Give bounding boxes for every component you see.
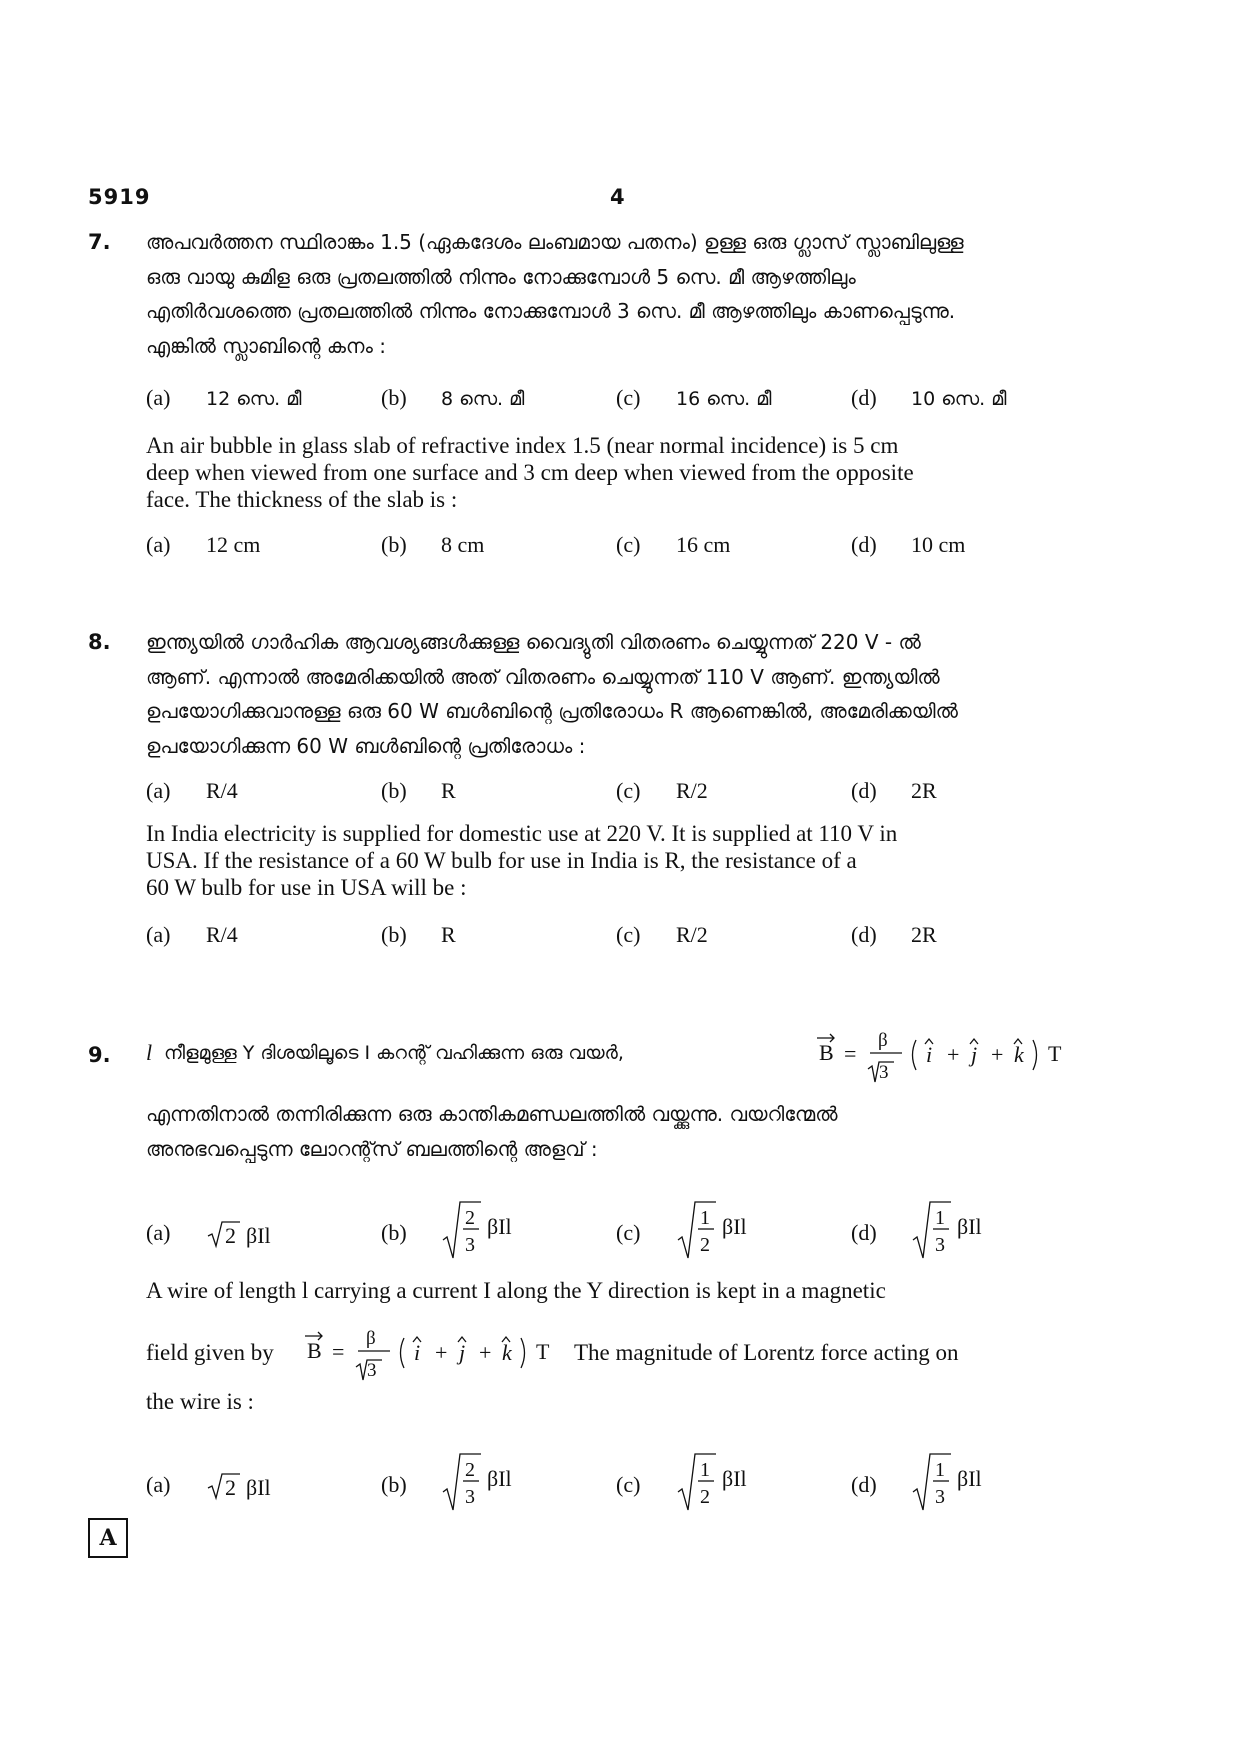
option-c: (c) R/2: [616, 922, 708, 947]
text-line: ഉപയോഗിക്കുവാനുള്ള ഒരു 60 W ബൾബിന്റെ പ്രതിരോധം R ആണെങ്കിൽ, അമേരിക്കയിൽ: [146, 699, 958, 723]
unit-vector-i: i: [414, 1340, 421, 1365]
option-c: (c) 16 സെ. മീ: [616, 385, 772, 410]
left-paren: [401, 1338, 405, 1368]
option-value-sqrt: [676, 1450, 796, 1512]
denominator: 3: [935, 1486, 945, 1508]
formula-B: B: [819, 1040, 834, 1065]
option-tail: βIl: [957, 1214, 982, 1239]
option-tail: βIl: [722, 1466, 747, 1491]
question-9-english-line-2: [146, 1322, 1090, 1384]
text-line: അനുഭവപ്പെടുന്ന ലോറന്റ്സ് ബലത്തിന്റെ അളവ് :: [146, 1136, 598, 1161]
text-line: നീളമുള്ള Y ദിശയിലൂടെ I കറന്റ് വഹിക്കുന്ന ഒരു വയർ,: [164, 1042, 624, 1064]
denominator: 2: [700, 1486, 710, 1508]
denominator: 3: [465, 1486, 475, 1508]
option-label: (b): [381, 1220, 407, 1245]
text-line: An air bubble in glass slab of refractive index 1.5 (near normal incidence) is 5 cm: [146, 433, 899, 458]
page-number: 4: [610, 185, 625, 209]
formula-beta: β: [366, 1328, 376, 1349]
text-line: 60 W bulb for use in USA will be :: [146, 875, 467, 900]
right-paren: [1033, 1040, 1037, 1070]
option-label: (c): [616, 1472, 641, 1497]
question-9-english-line-3: the wire is :: [146, 1389, 254, 1414]
text-line: ഇന്ത്യയിൽ ഗാർഹിക ആവശ്യങ്ങൾക്കുള്ള വൈദ്യുതി വിതരണം ചെയ്യുന്നത് 220 V - ൽ: [146, 630, 921, 654]
denominator: 3: [465, 1234, 475, 1256]
option-c: (c) 16 cm: [616, 532, 731, 557]
denominator: 3: [935, 1234, 945, 1256]
option-tail: βIl: [246, 1223, 271, 1248]
formula-three: 3: [879, 1062, 889, 1083]
text-line: In India electricity is supplied for domestic use at 220 V. It is supplied at 110 V in: [146, 821, 898, 846]
magnetic-field-formula-english: [296, 1322, 558, 1384]
option-b: (b) 8 cm: [381, 532, 485, 557]
option-tail: βIl: [487, 1214, 512, 1239]
formula-plus-1: +: [947, 1042, 960, 1067]
question-8-malayalam-options: [146, 778, 1090, 814]
right-paren: [521, 1338, 525, 1368]
sqrt-sign: [443, 1454, 481, 1510]
option-d: (d) 2R: [851, 778, 937, 803]
text-line: deep when viewed from one surface and 3 cm deep when viewed from the opposite: [146, 460, 914, 485]
formula-equals: =: [332, 1339, 345, 1364]
option-value-sqrt: [441, 1450, 561, 1512]
sqrt-sign: [678, 1454, 716, 1510]
text-line: അപവർത്തന സ്ഥിരാങ്കം 1.5 (ഏകദേശം ലംബമായ പതനം) ഉള്ള ഒരു ഗ്ലാസ് സ്ലാബിലുള്ള: [146, 230, 964, 254]
sqrt-sign: [678, 1202, 716, 1258]
text-line: എതിർവശത്തെ പ്രതലത്തിൽ നിന്നും നോക്കുമ്പോൾ 3 സെ. മീ ആഴത്തിലും കാണപ്പെടുന്നു.: [146, 299, 956, 323]
formula-B: B: [307, 1338, 322, 1363]
question-8-number: 8.: [88, 630, 111, 654]
question-7-number: 7.: [88, 230, 111, 254]
option-value-sqrt: [206, 1450, 326, 1512]
text-segment: The magnitude of Lorentz force acting on: [574, 1340, 959, 1365]
question-9-english-line-1: A wire of length l carrying a current I along the Y direction is kept in a magnetic: [146, 1278, 886, 1303]
option-d: (d) 10 cm: [851, 532, 966, 557]
option-tail: βIl: [957, 1466, 982, 1491]
text-line: ആണ്. എന്നാൽ അമേരിക്കയിൽ അത് വിതരണം ചെയ്യുന്നത് 110 V ആണ്. ഇന്ത്യയിൽ: [146, 664, 940, 689]
question-9-number: 9.: [88, 1043, 111, 1067]
formula-plus-1: +: [435, 1340, 448, 1365]
sqrt-sign: [913, 1454, 951, 1510]
text-line: ഒരു വായു കുമിള ഒരു പ്രതലത്തിൽ നിന്നും നോക്കുമ്പോൾ 5 സെ. മീ ആഴത്തിലും: [146, 264, 856, 289]
length-symbol: l: [146, 1040, 153, 1065]
question-8-english-options: [146, 922, 1090, 958]
question-9-malayalam: [146, 1097, 1090, 1166]
option-value-sqrt: [911, 1450, 1031, 1512]
numerator: 1: [935, 1207, 945, 1229]
radicand: 2: [225, 1223, 236, 1248]
question-7-malayalam-options: [146, 385, 1090, 421]
option-a: (a) R/4: [146, 922, 238, 947]
question-8-malayalam: [146, 625, 1090, 763]
question-7-malayalam: [146, 225, 1090, 363]
option-tail: βIl: [246, 1475, 271, 1500]
option-label: (d): [851, 1472, 877, 1497]
text-segment: field given by: [146, 1340, 274, 1365]
magnetic-field-formula: [808, 1024, 1090, 1086]
radicand: 2: [225, 1475, 236, 1500]
formula-plus-2: +: [479, 1340, 492, 1365]
option-a: (a) R/4: [146, 778, 238, 803]
option-tail: βIl: [487, 1466, 512, 1491]
numerator: 1: [700, 1459, 710, 1481]
option-a: (a) 12 സെ. മീ: [146, 385, 302, 410]
question-9-malayalam-options: [146, 1198, 1090, 1260]
option-d: (d) 10 സെ. മീ: [851, 385, 1007, 410]
option-label: (b): [381, 1472, 407, 1497]
numerator: 1: [935, 1459, 945, 1481]
formula-beta: β: [878, 1030, 888, 1051]
option-value-sqrt: [441, 1198, 561, 1260]
question-7-english: [146, 432, 1090, 513]
option-label: (a): [146, 1472, 171, 1497]
sqrt-sign: [443, 1202, 481, 1258]
unit-vector-i: i: [926, 1042, 933, 1067]
text-line: USA. If the resistance of a 60 W bulb for use in India is R, the resistance of a: [146, 848, 857, 873]
option-a: (a) 12 cm: [146, 532, 261, 557]
text-line: face. The thickness of the slab is :: [146, 487, 458, 512]
denominator: 2: [700, 1234, 710, 1256]
text-line: എങ്കിൽ സ്ലാബിന്റെ കനം :: [146, 333, 386, 358]
text-line: ഉപയോഗിക്കുന്ന 60 W ബൾബിന്റെ പ്രതിരോധം :: [146, 733, 586, 758]
formula-three: 3: [367, 1360, 377, 1381]
option-value-sqrt: [911, 1198, 1031, 1260]
option-label: (a): [146, 1220, 171, 1245]
option-b: (b) R: [381, 922, 456, 947]
unit-vector-j: j: [459, 1340, 466, 1365]
numerator: 1: [700, 1207, 710, 1229]
unit-vector-j: j: [971, 1042, 978, 1067]
question-8-english: [146, 820, 1090, 901]
paper-code: 5919: [88, 185, 151, 209]
formula-plus-2: +: [991, 1042, 1004, 1067]
option-tail: βIl: [722, 1214, 747, 1239]
formula-equals: =: [844, 1041, 857, 1066]
option-c: (c) R/2: [616, 778, 708, 803]
text-line: എന്നതിനാൽ തന്നിരിക്കുന്ന ഒരു കാന്തികമണ്ഡലത്തിൽ വയ്ക്കുന്നു. വയറിന്മേൽ: [146, 1102, 838, 1126]
numerator: 2: [465, 1207, 475, 1229]
question-9-english-options: [146, 1450, 1090, 1512]
booklet-series-box: A: [88, 1518, 128, 1558]
formula-tesla: T: [1048, 1041, 1062, 1066]
formula-tesla: T: [536, 1339, 550, 1364]
numerator: 2: [465, 1459, 475, 1481]
option-b: (b) R: [381, 778, 456, 803]
question-9-malayalam-first-line: [146, 1024, 1090, 1086]
sqrt-sign: [913, 1202, 951, 1258]
option-value-sqrt: [676, 1198, 796, 1260]
unit-vector-k: k: [502, 1340, 512, 1365]
option-b: (b) 8 സെ. മീ: [381, 385, 525, 410]
unit-vector-k: k: [1014, 1042, 1024, 1067]
option-label: (d): [851, 1220, 877, 1245]
option-label: (c): [616, 1220, 641, 1245]
option-value-sqrt: [206, 1198, 326, 1260]
left-paren: [913, 1040, 917, 1070]
option-d: (d) 2R: [851, 922, 937, 947]
question-7-english-options: [146, 532, 1090, 568]
